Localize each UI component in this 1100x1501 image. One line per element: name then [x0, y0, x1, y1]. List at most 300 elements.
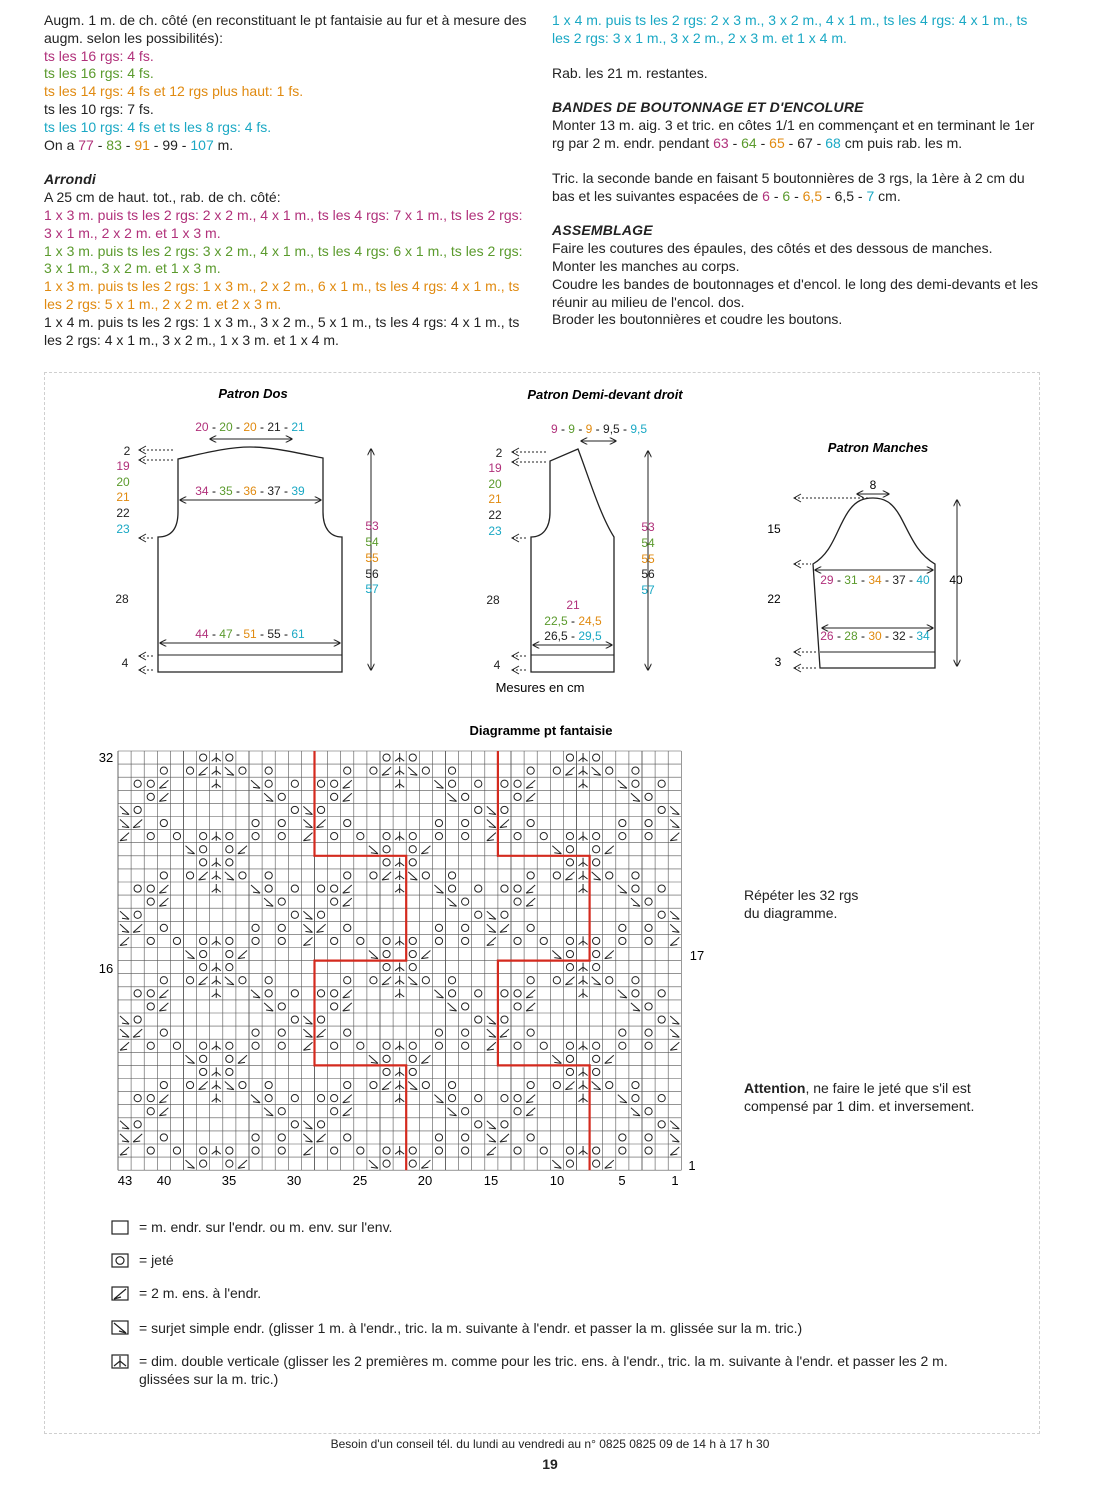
- k2tog-mark: [343, 780, 352, 788]
- k2tog-mark: [421, 1160, 430, 1168]
- footer-help: Besoin d'un conseil tél. du lundi au vendredi au n° 0825 0825 09 de 14 h à 17 h 30: [330, 1437, 770, 1451]
- ssk-mark: [408, 872, 417, 880]
- k2tog-mark: [238, 951, 247, 959]
- ssk-mark: [303, 820, 312, 828]
- k2tog-mark: [343, 1108, 352, 1116]
- yo-mark: [566, 1147, 573, 1154]
- incr-line: ts les 10 rgs: 7 fs.: [44, 100, 154, 117]
- yo-mark: [514, 937, 521, 944]
- row-label-right-mid: 17: [689, 948, 705, 963]
- size-value: 63: [713, 134, 729, 151]
- yo-mark: [462, 937, 469, 944]
- yo-mark: [501, 806, 508, 813]
- yo-mark: [383, 1042, 390, 1049]
- yo-mark: [265, 977, 272, 984]
- ssk-mark: [434, 990, 443, 998]
- yo-mark: [422, 977, 429, 984]
- yo-mark: [645, 1042, 652, 1049]
- ssk-mark: [618, 780, 627, 788]
- cdd-mark: [579, 766, 588, 775]
- yo-mark: [435, 833, 442, 840]
- yo-mark: [619, 1029, 626, 1036]
- yo-mark: [278, 1134, 285, 1141]
- svg-text:2: 2: [495, 446, 503, 460]
- ssk-mark: [120, 1121, 129, 1129]
- yo-mark: [409, 1042, 416, 1049]
- yo-mark: [134, 990, 141, 997]
- yo-mark: [606, 1081, 613, 1088]
- ssk-mark: [552, 1055, 561, 1063]
- cdd-mark: [395, 1081, 404, 1090]
- yo-mark: [383, 833, 390, 840]
- ssk-mark: [670, 1029, 679, 1037]
- yo-mark: [645, 1003, 652, 1010]
- yo-mark: [645, 793, 652, 800]
- cdd-mark: [395, 779, 404, 788]
- yo-mark: [317, 885, 324, 892]
- ssk-mark: [303, 1016, 312, 1024]
- yo-mark: [435, 924, 442, 931]
- cdd-mark: [579, 1081, 588, 1090]
- yo-mark: [291, 1121, 298, 1128]
- cdd-mark: [212, 779, 221, 788]
- svg-text:22: 22: [116, 506, 130, 520]
- k2tog-mark: [159, 780, 168, 788]
- ssk-mark: [670, 820, 679, 828]
- svg-text:23: 23: [116, 522, 130, 536]
- k2tog-mark: [303, 833, 312, 841]
- k2tog-mark: [526, 1003, 535, 1011]
- yo-mark: [134, 780, 141, 787]
- yo-mark: [265, 780, 272, 787]
- yo-mark: [527, 924, 534, 931]
- yo-mark: [645, 1134, 652, 1141]
- yo-mark: [475, 1016, 482, 1023]
- yo-mark: [331, 885, 338, 892]
- on-a-line: On a 77 - 83 - 91 - 99 - 107 m.: [44, 136, 234, 153]
- yo-mark: [134, 1095, 141, 1102]
- incr-line: ts les 16 rgs: 4 fs.: [44, 65, 154, 82]
- yo-mark: [553, 872, 560, 879]
- yo-mark: [501, 990, 508, 997]
- yo-mark: [226, 859, 233, 866]
- ssk-mark: [264, 793, 273, 801]
- cdd-mark: [395, 832, 404, 841]
- size-value: 6,5: [834, 187, 855, 204]
- yo-mark: [632, 872, 639, 879]
- yo-mark: [593, 950, 600, 957]
- ssk-mark: [631, 793, 640, 801]
- yo-mark: [134, 911, 141, 918]
- legend-item-yo: = jeté: [139, 1252, 174, 1268]
- yo-mark: [514, 990, 521, 997]
- cdd-mark: [395, 884, 404, 893]
- yo-mark: [409, 1068, 416, 1075]
- yo-mark: [291, 990, 298, 997]
- yo-mark: [200, 833, 207, 840]
- cdd-mark: [395, 936, 404, 945]
- yo-mark: [383, 1147, 390, 1154]
- k2tog-mark: [238, 1055, 247, 1063]
- yo-mark: [278, 793, 285, 800]
- ssk-mark: [487, 1016, 496, 1024]
- yo-mark: [331, 1147, 338, 1154]
- yo-mark: [593, 1042, 600, 1049]
- k2tog-mark: [303, 937, 312, 945]
- k2tog-mark: [159, 793, 168, 801]
- yo-mark: [344, 924, 351, 931]
- yo-mark: [344, 1081, 351, 1088]
- cdd-mark: [395, 1067, 404, 1076]
- ssk-mark: [670, 924, 679, 932]
- yo-mark: [265, 1095, 272, 1102]
- yo-mark: [422, 767, 429, 774]
- repeat-note-line: du diagramme.: [744, 905, 838, 921]
- ssk-mark: [618, 1095, 627, 1103]
- size-value: 68: [825, 134, 841, 151]
- yo-mark: [226, 1042, 233, 1049]
- yo-mark: [160, 819, 167, 826]
- ssk-mark: [487, 806, 496, 814]
- yo-mark: [357, 833, 364, 840]
- dos-left-labels: [115, 444, 130, 670]
- yo-mark: [147, 833, 154, 840]
- k2tog-mark: [343, 1095, 352, 1103]
- svg-text:43: 43: [117, 1173, 133, 1188]
- yo-mark: [462, 819, 469, 826]
- k2tog-mark: [500, 924, 509, 932]
- yo-mark: [632, 990, 639, 997]
- size-value: 6,5: [802, 187, 823, 204]
- k2tog-mark: [317, 1134, 326, 1142]
- svg-text:56: 56: [641, 567, 655, 581]
- yo-mark: [632, 977, 639, 984]
- yo-mark: [331, 793, 338, 800]
- yo-mark: [186, 1081, 193, 1088]
- yo-mark: [278, 1147, 285, 1154]
- yo-mark: [383, 846, 390, 853]
- k2tog-mark: [238, 846, 247, 854]
- ssk-mark: [120, 911, 129, 919]
- yo-mark: [448, 767, 455, 774]
- cdd-mark: [395, 1041, 404, 1050]
- ssk-mark: [552, 951, 561, 959]
- ssk-mark: [186, 1160, 195, 1168]
- ssk-mark: [592, 1082, 601, 1090]
- yo-mark: [331, 1003, 338, 1010]
- yo-mark: [357, 1042, 364, 1049]
- yo-mark: [383, 859, 390, 866]
- ssk-mark: [487, 1029, 496, 1037]
- svg-text:20: 20: [488, 477, 502, 491]
- ssk-mark: [369, 1055, 378, 1063]
- k2tog-mark: [120, 1042, 129, 1050]
- yo-mark: [160, 1029, 167, 1036]
- yo-mark: [409, 754, 416, 761]
- yo-mark: [462, 1147, 469, 1154]
- ssk-mark: [251, 885, 260, 893]
- k2tog-mark: [526, 793, 535, 801]
- cdd-mark: [395, 858, 404, 867]
- yo-mark: [645, 819, 652, 826]
- yo-mark: [331, 898, 338, 905]
- manches-total: 40: [949, 573, 963, 587]
- yo-mark: [370, 977, 377, 984]
- attention-text: , ne faire le jeté que s'il est compensé par 1 dim. et inversement.: [744, 1080, 975, 1114]
- yo-mark: [278, 833, 285, 840]
- yo-mark: [265, 767, 272, 774]
- size-value: 6: [762, 187, 770, 204]
- yo-mark: [200, 1147, 207, 1154]
- yo-mark: [383, 754, 390, 761]
- svg-text:22: 22: [767, 592, 781, 606]
- yo-mark: [435, 937, 442, 944]
- row-label-right-bottom: 1: [688, 1158, 696, 1173]
- yo-mark: [514, 1108, 521, 1115]
- k2tog-mark: [159, 1108, 168, 1116]
- k2tog-mark: [159, 1095, 168, 1103]
- cdd-mark: [212, 1041, 221, 1050]
- yo-mark: [475, 806, 482, 813]
- yo-mark: [606, 767, 613, 774]
- yo-mark: [252, 1134, 259, 1141]
- yo-mark: [632, 767, 639, 774]
- row-label-mid: 16: [98, 961, 114, 976]
- cdd-mark: [579, 1067, 588, 1076]
- rab-line: Rab. les 21 m. restantes.: [552, 64, 708, 81]
- yo-mark: [147, 1003, 154, 1010]
- arrondi-line: 1 x 3 m. puis ts les 2 rgs: 3 x 2 m., 4 x 1 m., ts les 4 rgs: 6 x 1 m., ts les 2 rgs: 3 x 1 m., 3 x 2 m. et 1 x 3 m.: [44, 242, 523, 277]
- size-value: 67: [797, 134, 813, 151]
- yo-mark: [200, 859, 207, 866]
- svg-text:35: 35: [221, 1173, 237, 1188]
- yo-mark: [409, 950, 416, 957]
- yo-mark: [200, 1042, 207, 1049]
- ssk-mark: [225, 977, 234, 985]
- k2tog-mark: [487, 937, 496, 945]
- stitch-chart: [90, 748, 710, 1188]
- ssk-mark: [264, 898, 273, 906]
- yo-mark: [226, 1068, 233, 1075]
- yo-mark: [658, 780, 665, 787]
- ssk-mark: [120, 924, 129, 932]
- k2tog-mark: [133, 820, 142, 828]
- yo-mark: [475, 1121, 482, 1128]
- assemblage-line: Coudre les bandes de boutonnages et d'encol. le long des demi-devants et les réunir au milieu de l'encol. dos.: [552, 275, 1039, 310]
- yo-mark: [448, 977, 455, 984]
- yo-mark: [566, 964, 573, 971]
- ssk-mark: [448, 898, 457, 906]
- yo-mark: [331, 1042, 338, 1049]
- ssk-mark: [618, 990, 627, 998]
- yo-mark: [593, 846, 600, 853]
- yo-mark: [540, 833, 547, 840]
- yo-mark: [252, 819, 259, 826]
- svg-text:53: 53: [641, 520, 655, 534]
- yo-mark: [383, 1068, 390, 1075]
- yo-symbol: [112, 1254, 128, 1267]
- assemblage-line: Broder les boutonnières et coudre les boutons.: [552, 311, 843, 328]
- dos-top-width: 20 - 20 - 20 - 21 - 21: [195, 420, 305, 434]
- yo-mark: [462, 924, 469, 931]
- cdd-mark: [579, 989, 588, 998]
- yo-mark: [553, 1081, 560, 1088]
- legend-symbols: [104, 1214, 144, 1394]
- cdd-mark: [579, 832, 588, 841]
- svg-text:57: 57: [641, 583, 655, 597]
- incr-line: ts les 10 rgs: 4 fs et ts les 8 rgs: 4 fs.: [44, 118, 272, 135]
- yo-mark: [619, 1042, 626, 1049]
- k2tog-mark: [526, 990, 535, 998]
- yo-mark: [134, 1121, 141, 1128]
- yo-mark: [357, 1147, 364, 1154]
- page-number: 19: [542, 1456, 558, 1472]
- k2tog-mark: [421, 951, 430, 959]
- ssk-mark: [225, 1082, 234, 1090]
- yo-mark: [566, 846, 573, 853]
- yo-mark: [448, 872, 455, 879]
- k2tog-mark: [670, 833, 679, 841]
- yo-mark: [540, 1147, 547, 1154]
- k2tog-mark: [199, 872, 208, 880]
- yo-mark: [619, 924, 626, 931]
- ssk-mark: [670, 1134, 679, 1142]
- diagram-title: Diagramme pt fantaisie: [469, 723, 613, 738]
- yo-mark: [160, 924, 167, 931]
- cdd-mark: [212, 1094, 221, 1103]
- yo-mark: [409, 1160, 416, 1167]
- yo-mark: [514, 1042, 521, 1049]
- yo-mark: [186, 977, 193, 984]
- yo-mark: [265, 872, 272, 879]
- yo-mark: [173, 1042, 180, 1049]
- k2tog-mark: [382, 872, 391, 880]
- manches-left-labels: [767, 522, 781, 669]
- ssk-mark: [487, 820, 496, 828]
- k2tog-mark: [343, 793, 352, 801]
- ssk-mark: [487, 911, 496, 919]
- ssk-mark: [631, 1003, 640, 1011]
- cdd-mark: [212, 832, 221, 841]
- k2tog-mark: [565, 977, 574, 985]
- yo-mark: [134, 885, 141, 892]
- bandes-prefix: Monter 13 m. aig. 3 et tric. en côtes 1/1 en commençant et en terminant le 1er rg par 2 m. endr. pendant: [552, 117, 1035, 151]
- yo-mark: [226, 1147, 233, 1154]
- size-value: 91: [134, 136, 150, 153]
- yo-mark: [200, 937, 207, 944]
- yo-mark: [632, 1081, 639, 1088]
- yo-mark: [278, 924, 285, 931]
- yo-mark: [501, 885, 508, 892]
- k2tog-mark: [526, 898, 535, 906]
- svg-text:2: 2: [123, 444, 131, 458]
- yo-mark: [239, 977, 246, 984]
- tric-suffix: cm.: [878, 187, 901, 204]
- k2tog-mark: [487, 1042, 496, 1050]
- yo-mark: [593, 859, 600, 866]
- yo-mark: [462, 793, 469, 800]
- k2tog-mark: [605, 951, 614, 959]
- yo-mark: [632, 780, 639, 787]
- ssk-mark: [225, 872, 234, 880]
- svg-text:21: 21: [488, 492, 502, 506]
- dos-bottom-width: 44 - 47 - 51 - 55 - 61: [195, 627, 305, 641]
- ssk-mark: [487, 1134, 496, 1142]
- size-value: 6: [782, 187, 791, 204]
- svg-text:40: 40: [156, 1173, 172, 1188]
- right-column: [552, 12, 1044, 329]
- yo-mark: [422, 1081, 429, 1088]
- ssk-mark: [592, 872, 601, 880]
- yo-mark: [147, 1095, 154, 1102]
- k2tog-mark: [317, 924, 326, 932]
- yo-mark: [514, 1095, 521, 1102]
- ssk-mark: [448, 1003, 457, 1011]
- yo-mark: [186, 767, 193, 774]
- svg-text:57: 57: [365, 582, 379, 596]
- cdd-mark: [579, 779, 588, 788]
- yo-mark: [566, 833, 573, 840]
- yo-mark: [278, 1003, 285, 1010]
- yo-mark: [409, 1055, 416, 1062]
- k2tog-mark: [382, 977, 391, 985]
- cdd-mark: [212, 1081, 221, 1090]
- yo-mark: [317, 806, 324, 813]
- yo-mark: [632, 1095, 639, 1102]
- yo-mark: [527, 767, 534, 774]
- yo-mark: [370, 767, 377, 774]
- yo-mark: [291, 885, 298, 892]
- dos-title: Patron Dos: [218, 386, 288, 401]
- yo-mark: [448, 1081, 455, 1088]
- ssk-mark: [120, 1134, 129, 1142]
- ssk-mark: [408, 977, 417, 985]
- devant-top-width: 9 - 9 - 9 - 9,5 - 9,5: [550, 422, 648, 436]
- row-label-top: 32: [98, 750, 114, 765]
- cdd-symbol: [112, 1355, 128, 1368]
- cdd-mark: [212, 976, 221, 985]
- yo-mark: [317, 990, 324, 997]
- yo-mark: [291, 780, 298, 787]
- yo-mark: [317, 911, 324, 918]
- yo-mark: [252, 1042, 259, 1049]
- yo-mark: [435, 1134, 442, 1141]
- yo-mark: [278, 819, 285, 826]
- yo-mark: [173, 833, 180, 840]
- col-labels: [118, 1173, 679, 1188]
- yo-mark: [239, 872, 246, 879]
- ssk-mark: [631, 1108, 640, 1116]
- ssk-mark: [225, 767, 234, 775]
- ssk-mark: [487, 924, 496, 932]
- ssk-mark: [434, 885, 443, 893]
- yo-mark: [566, 1055, 573, 1062]
- yo-mark: [147, 780, 154, 787]
- yo-mark: [160, 872, 167, 879]
- yo-mark: [514, 1147, 521, 1154]
- svg-text:5: 5: [618, 1173, 626, 1188]
- svg-text:56: 56: [365, 567, 379, 581]
- yo-mark: [291, 911, 298, 918]
- yo-mark: [370, 872, 377, 879]
- devant-title: Patron Demi-devant droit: [527, 387, 683, 402]
- yo-mark: [147, 937, 154, 944]
- yo-mark: [226, 754, 233, 761]
- svg-text:19: 19: [116, 459, 130, 473]
- svg-text:3: 3: [774, 655, 782, 669]
- yo-mark: [147, 1108, 154, 1115]
- yo-mark: [147, 1042, 154, 1049]
